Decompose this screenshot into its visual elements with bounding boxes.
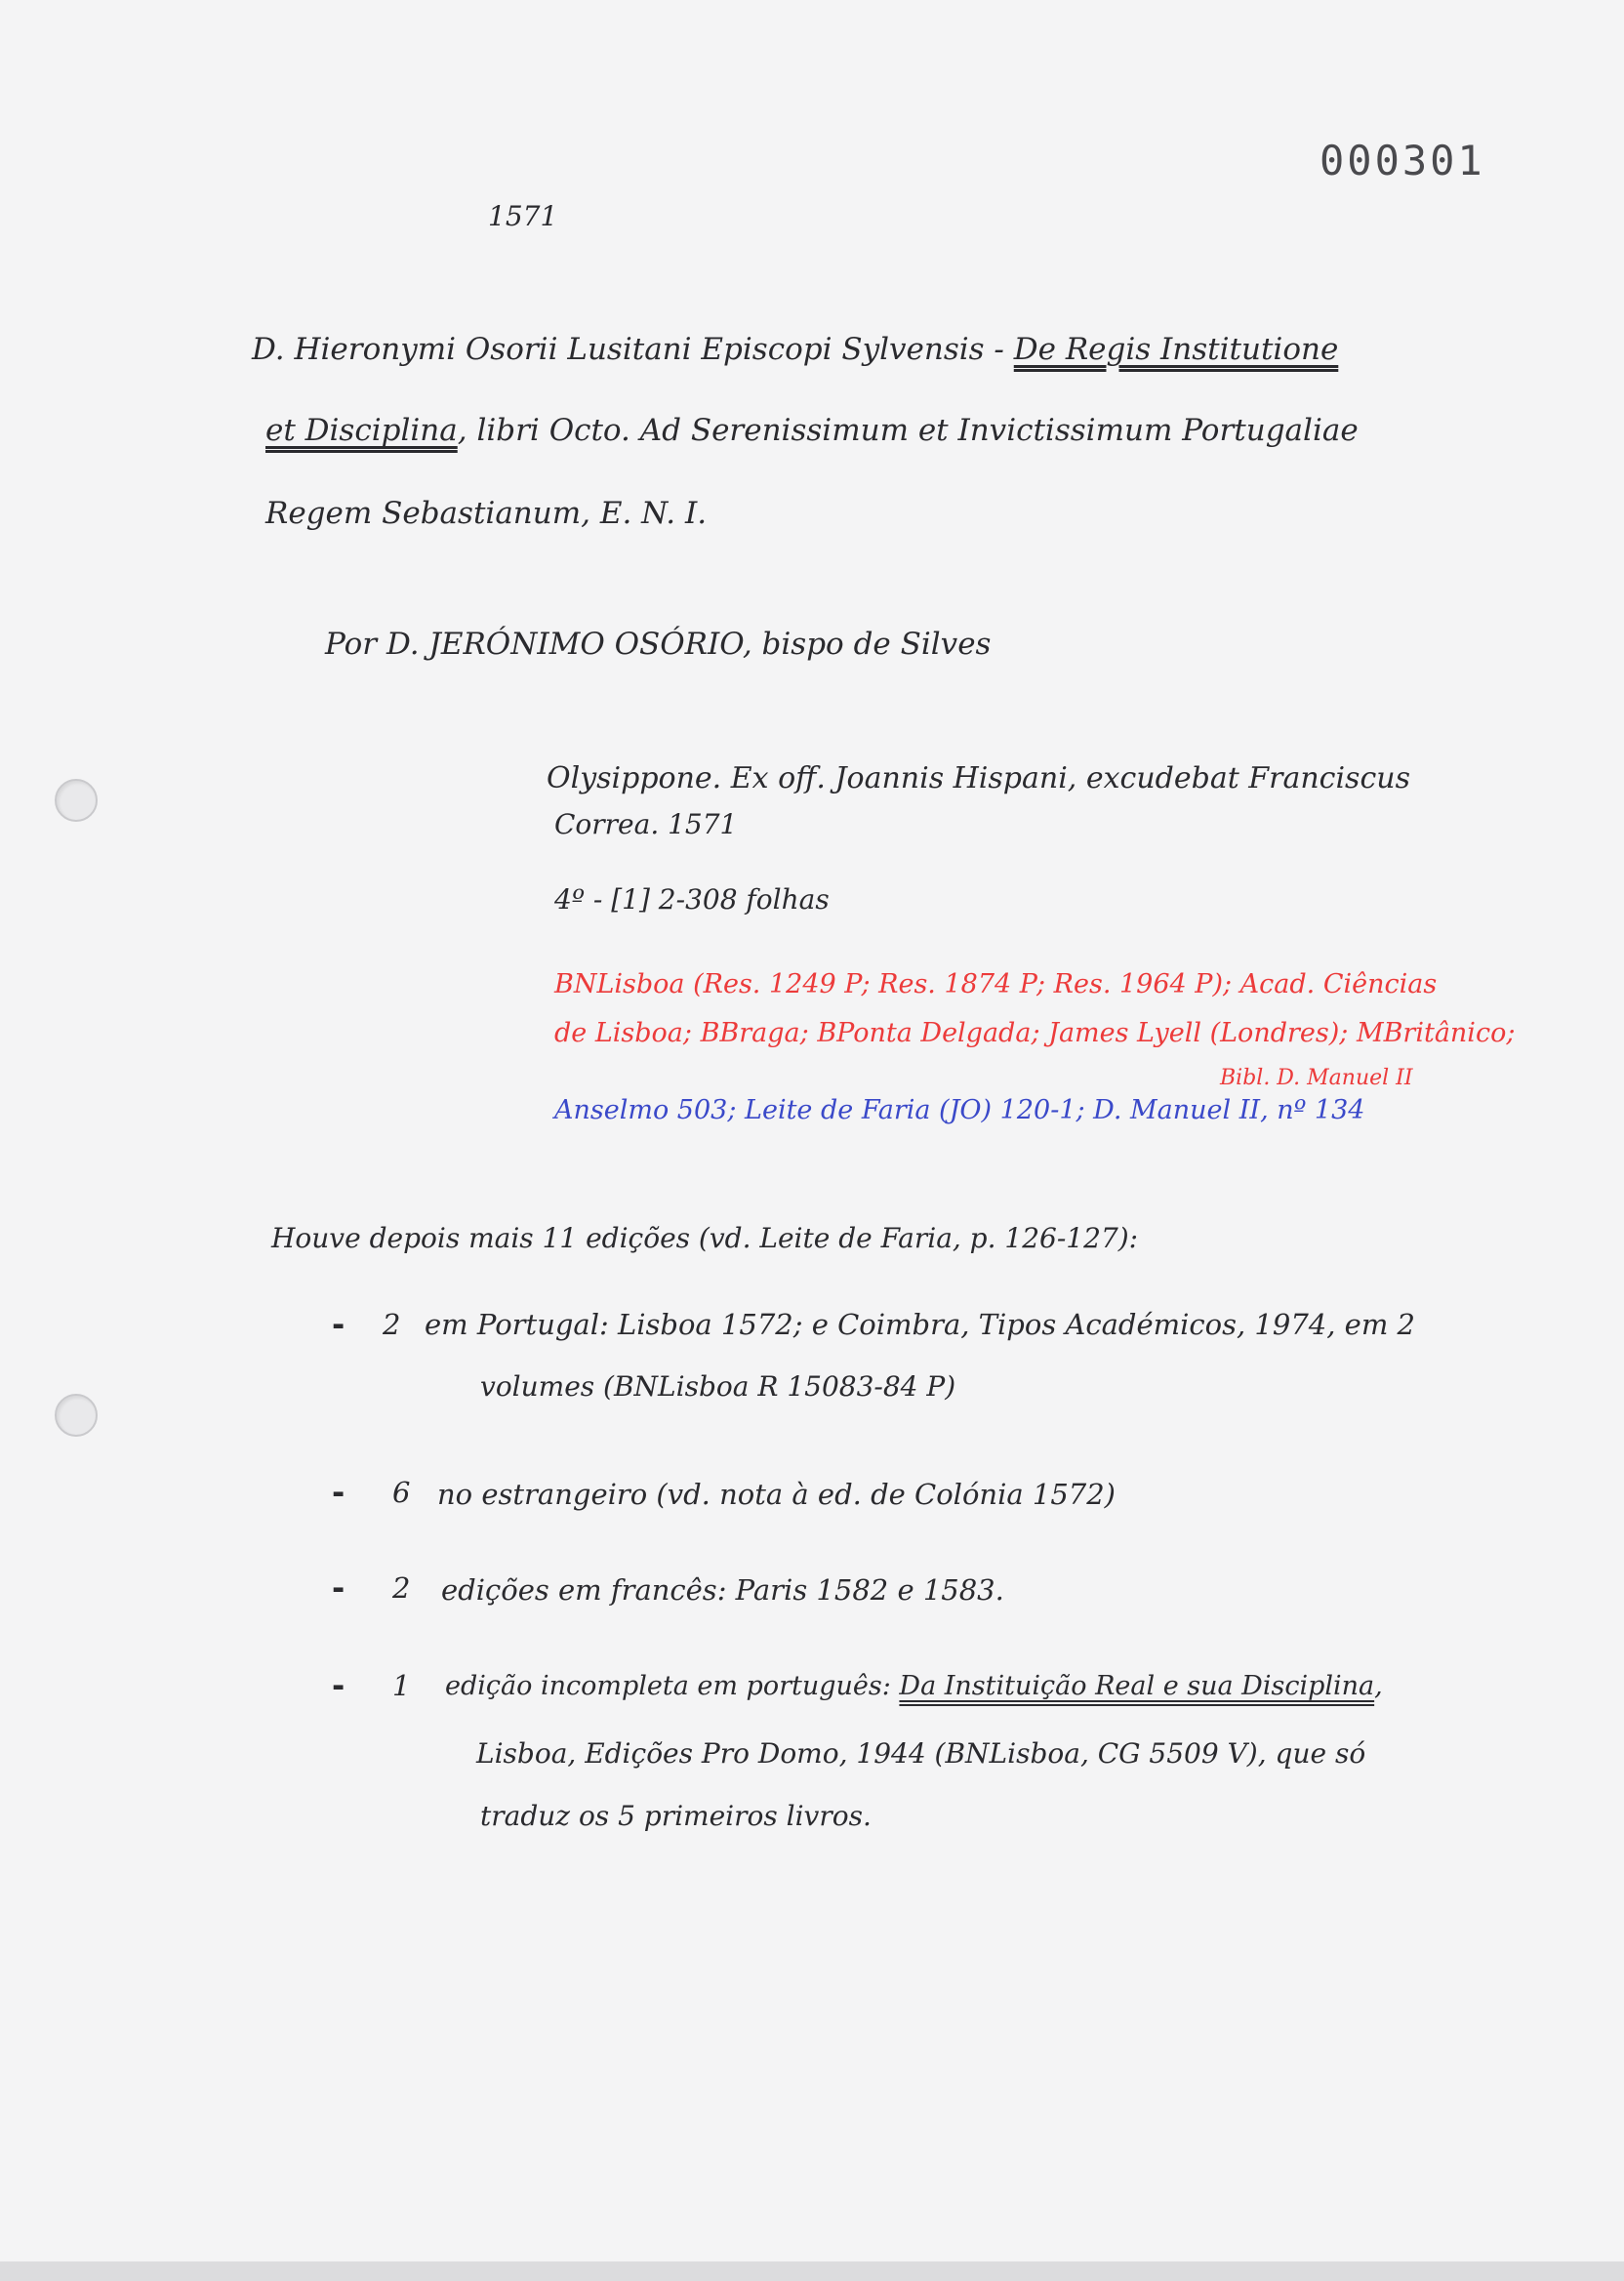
edition-2-line-1: no estrangeiro (vd. nota à ed. de Colónia 1572)	[437, 1478, 1116, 1511]
edition-2-count: 6	[392, 1476, 411, 1509]
reference-leite-de-faria: Leite de Faria (JO) 120-1; D. Manuel II, nº 134	[745, 1095, 1365, 1125]
edition-2-dash: -	[332, 1474, 345, 1511]
edition-1-line-1: em Portugal: Lisboa 1572; e Coimbra, Tipos Académicos, 1974, em 2	[425, 1308, 1415, 1341]
edition-3-line-1: edições em francês: Paris 1582 e 1583.	[441, 1573, 1004, 1607]
edition-1-dash: -	[332, 1306, 345, 1343]
title-line-3: Regem Sebastianum, E. N. I.	[265, 496, 708, 531]
title-line-1	[252, 332, 1338, 367]
holdings-insert: Bibl. D. Manuel II	[1220, 1066, 1413, 1090]
edition-4-count: 1	[392, 1669, 411, 1702]
edition-4-line-1	[445, 1671, 1383, 1701]
title-work-part: De Regis Institutione	[1013, 332, 1339, 367]
edition-1-line-2: volumes (BNLisboa R 15083-84 P)	[480, 1370, 956, 1403]
references-line	[554, 1095, 1364, 1125]
edition-4-line-3: traduz os 5 primeiros livros.	[480, 1800, 872, 1832]
editions-intro: Houve depois mais 11 edições (vd. Leite de Faria, p. 126-127):	[271, 1222, 1139, 1254]
edition-3-dash: -	[332, 1569, 345, 1607]
edition-4-desc: edição incompleta em português:	[445, 1671, 900, 1701]
reference-anselmo: Anselmo 503;	[554, 1095, 737, 1125]
punch-hole-top	[55, 779, 98, 822]
holdings-line-1: BNLisboa (Res. 1249 P; Res. 1874 P; Res. 1964 P); Acad. Ciências	[554, 969, 1438, 999]
edition-4-title: Da Instituição Real e sua Disciplina	[899, 1671, 1375, 1701]
year-heading: 1571	[488, 200, 558, 232]
edition-4-comma: ,	[1374, 1671, 1383, 1701]
imprint-line-1: Olysippone. Ex off. Joannis Hispani, excudebat Franciscus	[547, 761, 1410, 795]
author-line: Por D. JERÓNIMO OSÓRIO, bispo de Silves	[325, 627, 992, 662]
edition-4-dash: -	[332, 1667, 345, 1704]
punch-hole-bottom	[55, 1394, 98, 1437]
title-dedication: , libri Octo. Ad Serenissimum et Invictissimum Portugaliae	[457, 413, 1359, 448]
edition-1-count: 2	[383, 1308, 401, 1341]
title-line-2	[265, 413, 1359, 448]
stamp-number: 000301	[1320, 137, 1485, 184]
imprint-line-2: Correa. 1571	[554, 808, 738, 840]
edition-3-count: 2	[392, 1571, 411, 1605]
collation: 4º - [1] 2-308 folhas	[554, 883, 830, 916]
page-bottom-edge	[0, 2261, 1624, 2281]
holdings-line-2: de Lisboa; BBraga; BPonta Delgada; James Lyell (Londres); MBritânico;	[554, 1018, 1516, 1048]
edition-4-line-2: Lisboa, Edições Pro Domo, 1944 (BNLisboa, CG 5509 V), que só	[476, 1737, 1366, 1770]
title-author-part: D. Hieronymi Osorii Lusitani Episcopi Sylvensis -	[252, 332, 1014, 367]
title-work-part-2: et Disciplina	[265, 413, 458, 448]
